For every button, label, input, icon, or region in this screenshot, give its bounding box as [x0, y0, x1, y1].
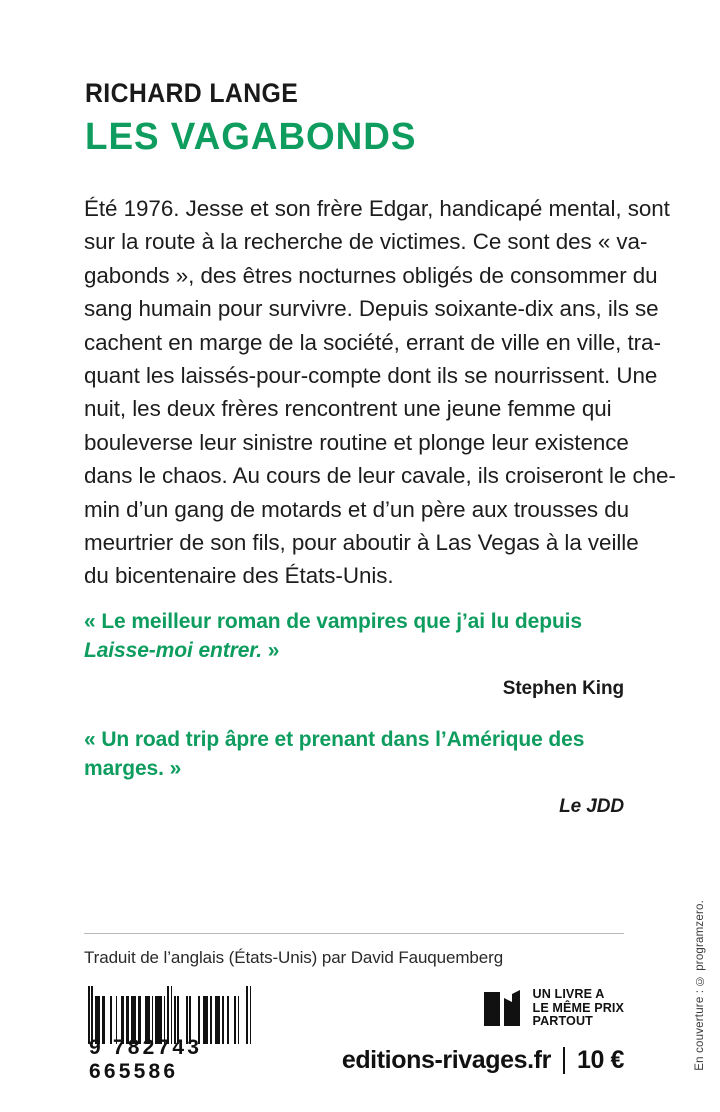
isbn-barcode: [88, 986, 288, 1084]
vertical-separator: [563, 1047, 565, 1074]
blurb-line: cachent en marge de la société, errant de ville en ville, tra-: [84, 329, 661, 355]
quote-line: « Le meilleur roman de vampires que j’ai lu depuis: [84, 610, 582, 633]
quote-line: « Un road trip âpre et prenant dans l’Amérique des: [84, 728, 585, 751]
blurb-line: nuit, les deux frères rencontrent une jeune femme qui: [84, 396, 612, 422]
pull-quote-le-jdd: [84, 725, 624, 818]
translator-credit: Traduit de l’anglais (États-Unis) par David Fauquemberg: [84, 948, 504, 967]
fixed-price-line-3: PARTOUT: [532, 1014, 593, 1029]
fixed-price-logo-text: [533, 988, 624, 1029]
quote-attribution: Stephen King: [502, 678, 624, 699]
cover-credit: En couverture : © programzero.: [694, 900, 706, 1071]
quote-text: [84, 607, 624, 665]
blurb-line: min d’un gang de motards et d’un père aux trousses du: [84, 496, 630, 522]
book-title: LES VAGABONDS: [85, 116, 417, 158]
isbn-number: 9 782743 665586: [89, 1036, 203, 1083]
open-book-icon: [482, 988, 524, 1028]
quote-italic-title: Laisse-moi entrer.: [84, 639, 262, 662]
author-name: RICHARD LANGE: [85, 78, 299, 108]
blurb-line: Été 1976. Jesse et son frère Edgar, handicapé mental, sont: [84, 196, 670, 221]
fixed-price-line-1: UN LIVRE A: [532, 987, 605, 1001]
quote-line-tail: »: [261, 639, 280, 662]
quote-attribution: Le JDD: [559, 796, 624, 817]
blurb-line: quant les laissés-pour-compte dont ils se nourrissent. Une: [84, 363, 658, 389]
blurb-line: sang humain pour survivre. Depuis soixante-dix ans, ils se: [84, 296, 659, 322]
publisher-website[interactable]: editions-rivages.fr: [341, 1045, 551, 1074]
blurb-line: dans le chaos. Au cours de leur cavale, ils croiseront le che-: [84, 463, 676, 489]
pull-quote-stephen-king: [84, 607, 624, 700]
blurb-line: meurtrier de son fils, pour aboutir à Las Vegas à la veille: [84, 530, 639, 556]
publisher-block: [342, 988, 624, 1075]
blurb-paragraph: [84, 192, 676, 593]
publisher-price-line: [342, 1046, 624, 1075]
quote-line: [84, 636, 624, 665]
blurb-line: gabonds », des êtres nocturnes obligés de consommer du: [84, 262, 658, 288]
fixed-price-line-2: LE MÊME PRIX: [532, 1000, 624, 1015]
blurb-line: bouleverse leur sinistre routine et plonge leur existence: [84, 429, 629, 455]
price-label: 10 €: [576, 1045, 624, 1074]
blurb-line: du bicentenaire des États-Unis.: [84, 563, 394, 589]
quote-text: [84, 725, 624, 783]
quote-line: marges. »: [84, 757, 182, 780]
footer-divider: [84, 933, 624, 934]
blurb-line: sur la route à la recherche de victimes. Ce sont des « va-: [84, 229, 648, 255]
fixed-price-logo: [342, 988, 624, 1029]
